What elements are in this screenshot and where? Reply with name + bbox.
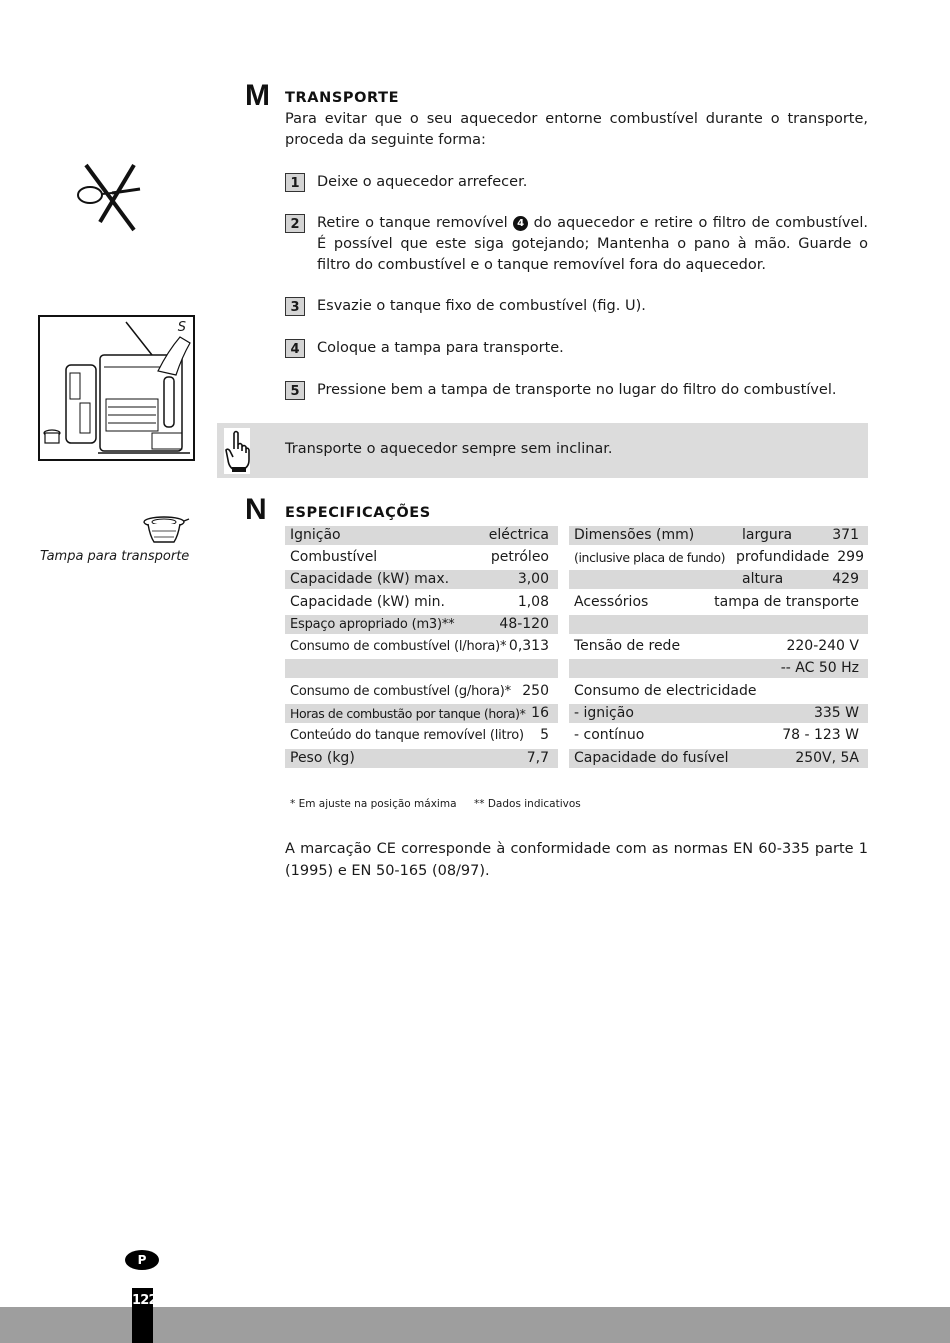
transport-intro: Para evitar que o seu aquecedor entorne combustível durante o transporte, proceda da seguinte forma: bbox=[285, 111, 868, 148]
step-2-text bbox=[317, 213, 868, 276]
spec-label: Ignição bbox=[290, 527, 341, 543]
spec-value: 78 - 123 W bbox=[782, 727, 859, 743]
spec-value: 250 bbox=[522, 683, 549, 699]
spec-value: 429 bbox=[832, 571, 859, 587]
spec-value: 7,7 bbox=[526, 750, 549, 766]
step-1-text: Deixe o aquecedor arrefecer. bbox=[317, 174, 528, 190]
spec-value: eléctrica bbox=[488, 527, 549, 543]
spec-label: Conteúdo do tanque removível (litro) bbox=[290, 728, 524, 743]
spec-value: 335 W bbox=[813, 705, 859, 721]
spec-row-capacity-min bbox=[285, 593, 558, 612]
spec-row-mains-frequency bbox=[569, 659, 868, 678]
step-4-number: 4 bbox=[285, 339, 305, 358]
spec-row-fuel-consumption-l bbox=[285, 637, 558, 656]
spec-mid: altura bbox=[742, 571, 784, 587]
spec-label: Consumo de combustível (g/hora)* bbox=[290, 684, 511, 699]
spec-label: Capacidade do fusível bbox=[574, 750, 729, 766]
step-2-text-after: do aquecedor e retire o filtro de combustível. É possível que este siga gotejando; Mantenha o pano à mão. Guarde o filtro do combustível e o tanque removível fora do aquecedor. bbox=[317, 215, 868, 273]
spec-value: 250V, 5A bbox=[795, 750, 859, 766]
spec-row-dimensions-width bbox=[569, 526, 868, 545]
spec-row-empty bbox=[285, 659, 558, 678]
spec-row-accessories bbox=[569, 593, 868, 612]
step-3-text: Esvazie o tanque fixo de combustível (fig. U). bbox=[317, 298, 646, 314]
spec-mid: profundidade bbox=[736, 549, 830, 565]
spec-row-room-size bbox=[285, 615, 558, 634]
figure-s-heater-refill bbox=[38, 315, 195, 461]
spec-value: 299 bbox=[837, 549, 864, 565]
spec-mid: largura bbox=[742, 527, 793, 543]
section-letter-n: N bbox=[245, 493, 267, 526]
spec-label: Horas de combustão por tanque (hora)* bbox=[290, 706, 526, 721]
figure-s-label: S bbox=[177, 320, 186, 335]
spec-row-weight bbox=[285, 749, 558, 768]
language-badge: P bbox=[125, 1250, 159, 1270]
spec-label: Consumo de electricidade bbox=[574, 683, 757, 699]
section-title-transporte: TRANSPORTE bbox=[285, 90, 400, 106]
spec-label: Combustível bbox=[290, 549, 378, 565]
spec-label: - contínuo bbox=[574, 727, 645, 743]
pointing-hand-icon bbox=[223, 427, 251, 475]
step-3-number: 3 bbox=[285, 297, 305, 316]
page-number: 122 bbox=[132, 1288, 153, 1343]
spec-row-dimensions-height bbox=[569, 570, 868, 589]
spec-row-empty bbox=[569, 615, 868, 634]
step-2-number: 2 bbox=[285, 214, 305, 233]
transport-cap-caption: Tampa para transporte bbox=[40, 549, 190, 564]
spec-label: Acessórios bbox=[574, 594, 649, 610]
spec-value: 48-120 bbox=[499, 616, 549, 632]
spec-label: Dimensões (mm) bbox=[574, 527, 695, 543]
spec-value: 5 bbox=[540, 727, 549, 743]
spec-row-fuse-capacity bbox=[569, 749, 868, 768]
spec-label: Tensão de rede bbox=[574, 638, 681, 654]
spec-row-power-consumption bbox=[569, 682, 868, 701]
no-screwdriver-icon bbox=[72, 160, 142, 235]
spec-label: Consumo de combustível (l/hora)* bbox=[290, 639, 507, 654]
spec-value: tampa de transporte bbox=[714, 594, 859, 610]
spec-label: Capacidade (kW) min. bbox=[290, 594, 445, 610]
step-5-text: Pressione bem a tampa de transporte no lugar do filtro do combustível. bbox=[317, 382, 837, 398]
spec-row-mains-voltage bbox=[569, 637, 868, 656]
step-1-number: 1 bbox=[285, 173, 305, 192]
transport-note-text: Transporte o aquecedor sempre sem inclinar. bbox=[285, 441, 613, 457]
transport-note-box bbox=[217, 423, 868, 478]
spec-value: 16 bbox=[531, 705, 549, 721]
spec-value: -- AC 50 Hz bbox=[780, 660, 859, 676]
spec-value: 371 bbox=[832, 527, 859, 543]
ce-conformity-text: A marcação CE corresponde à conformidade com as normas EN 60-335 parte 1 (1995) e EN 50-165 (08/97). bbox=[285, 841, 868, 879]
spec-value: 1,08 bbox=[517, 594, 549, 610]
footnote-max-setting: * Em ajuste na posição máxima bbox=[290, 798, 457, 810]
step-4-text: Coloque a tampa para transporte. bbox=[317, 340, 564, 356]
step-5-number: 5 bbox=[285, 381, 305, 400]
spec-row-ignition-power bbox=[569, 704, 868, 723]
spec-row-burn-hours bbox=[285, 704, 558, 723]
spec-row-ignition bbox=[285, 526, 558, 545]
part-4-reference-badge: 4 bbox=[513, 216, 528, 231]
spec-row-continuous-power bbox=[569, 726, 868, 745]
spec-label: Espaço apropriado (m3)** bbox=[290, 617, 455, 632]
step-2-text-before: Retire o tanque removível bbox=[317, 215, 508, 231]
spec-row-dimensions-depth bbox=[569, 548, 868, 567]
spec-row-fuel-consumption-g bbox=[285, 682, 558, 701]
spec-label: - ignição bbox=[574, 705, 634, 721]
transport-cap-illustration bbox=[140, 513, 190, 549]
spec-value: 220-240 V bbox=[786, 638, 859, 654]
spec-row-fuel bbox=[285, 548, 558, 567]
spec-value: 3,00 bbox=[517, 571, 549, 587]
heater-refill-illustration bbox=[40, 317, 193, 459]
spec-value: petróleo bbox=[490, 549, 549, 565]
section-title-especificacoes: ESPECIFICAÇÕES bbox=[285, 505, 431, 521]
spec-row-tank-content bbox=[285, 726, 558, 745]
spec-row-capacity-max bbox=[285, 570, 558, 589]
spec-label: Capacidade (kW) max. bbox=[290, 571, 450, 587]
footnote-indicative: ** Dados indicativos bbox=[474, 798, 581, 810]
spec-label: Peso (kg) bbox=[290, 750, 355, 766]
spec-label: (inclusive placa de fundo) bbox=[574, 550, 726, 565]
spec-value: 0,313 bbox=[508, 638, 549, 654]
section-letter-m: M bbox=[245, 79, 270, 112]
